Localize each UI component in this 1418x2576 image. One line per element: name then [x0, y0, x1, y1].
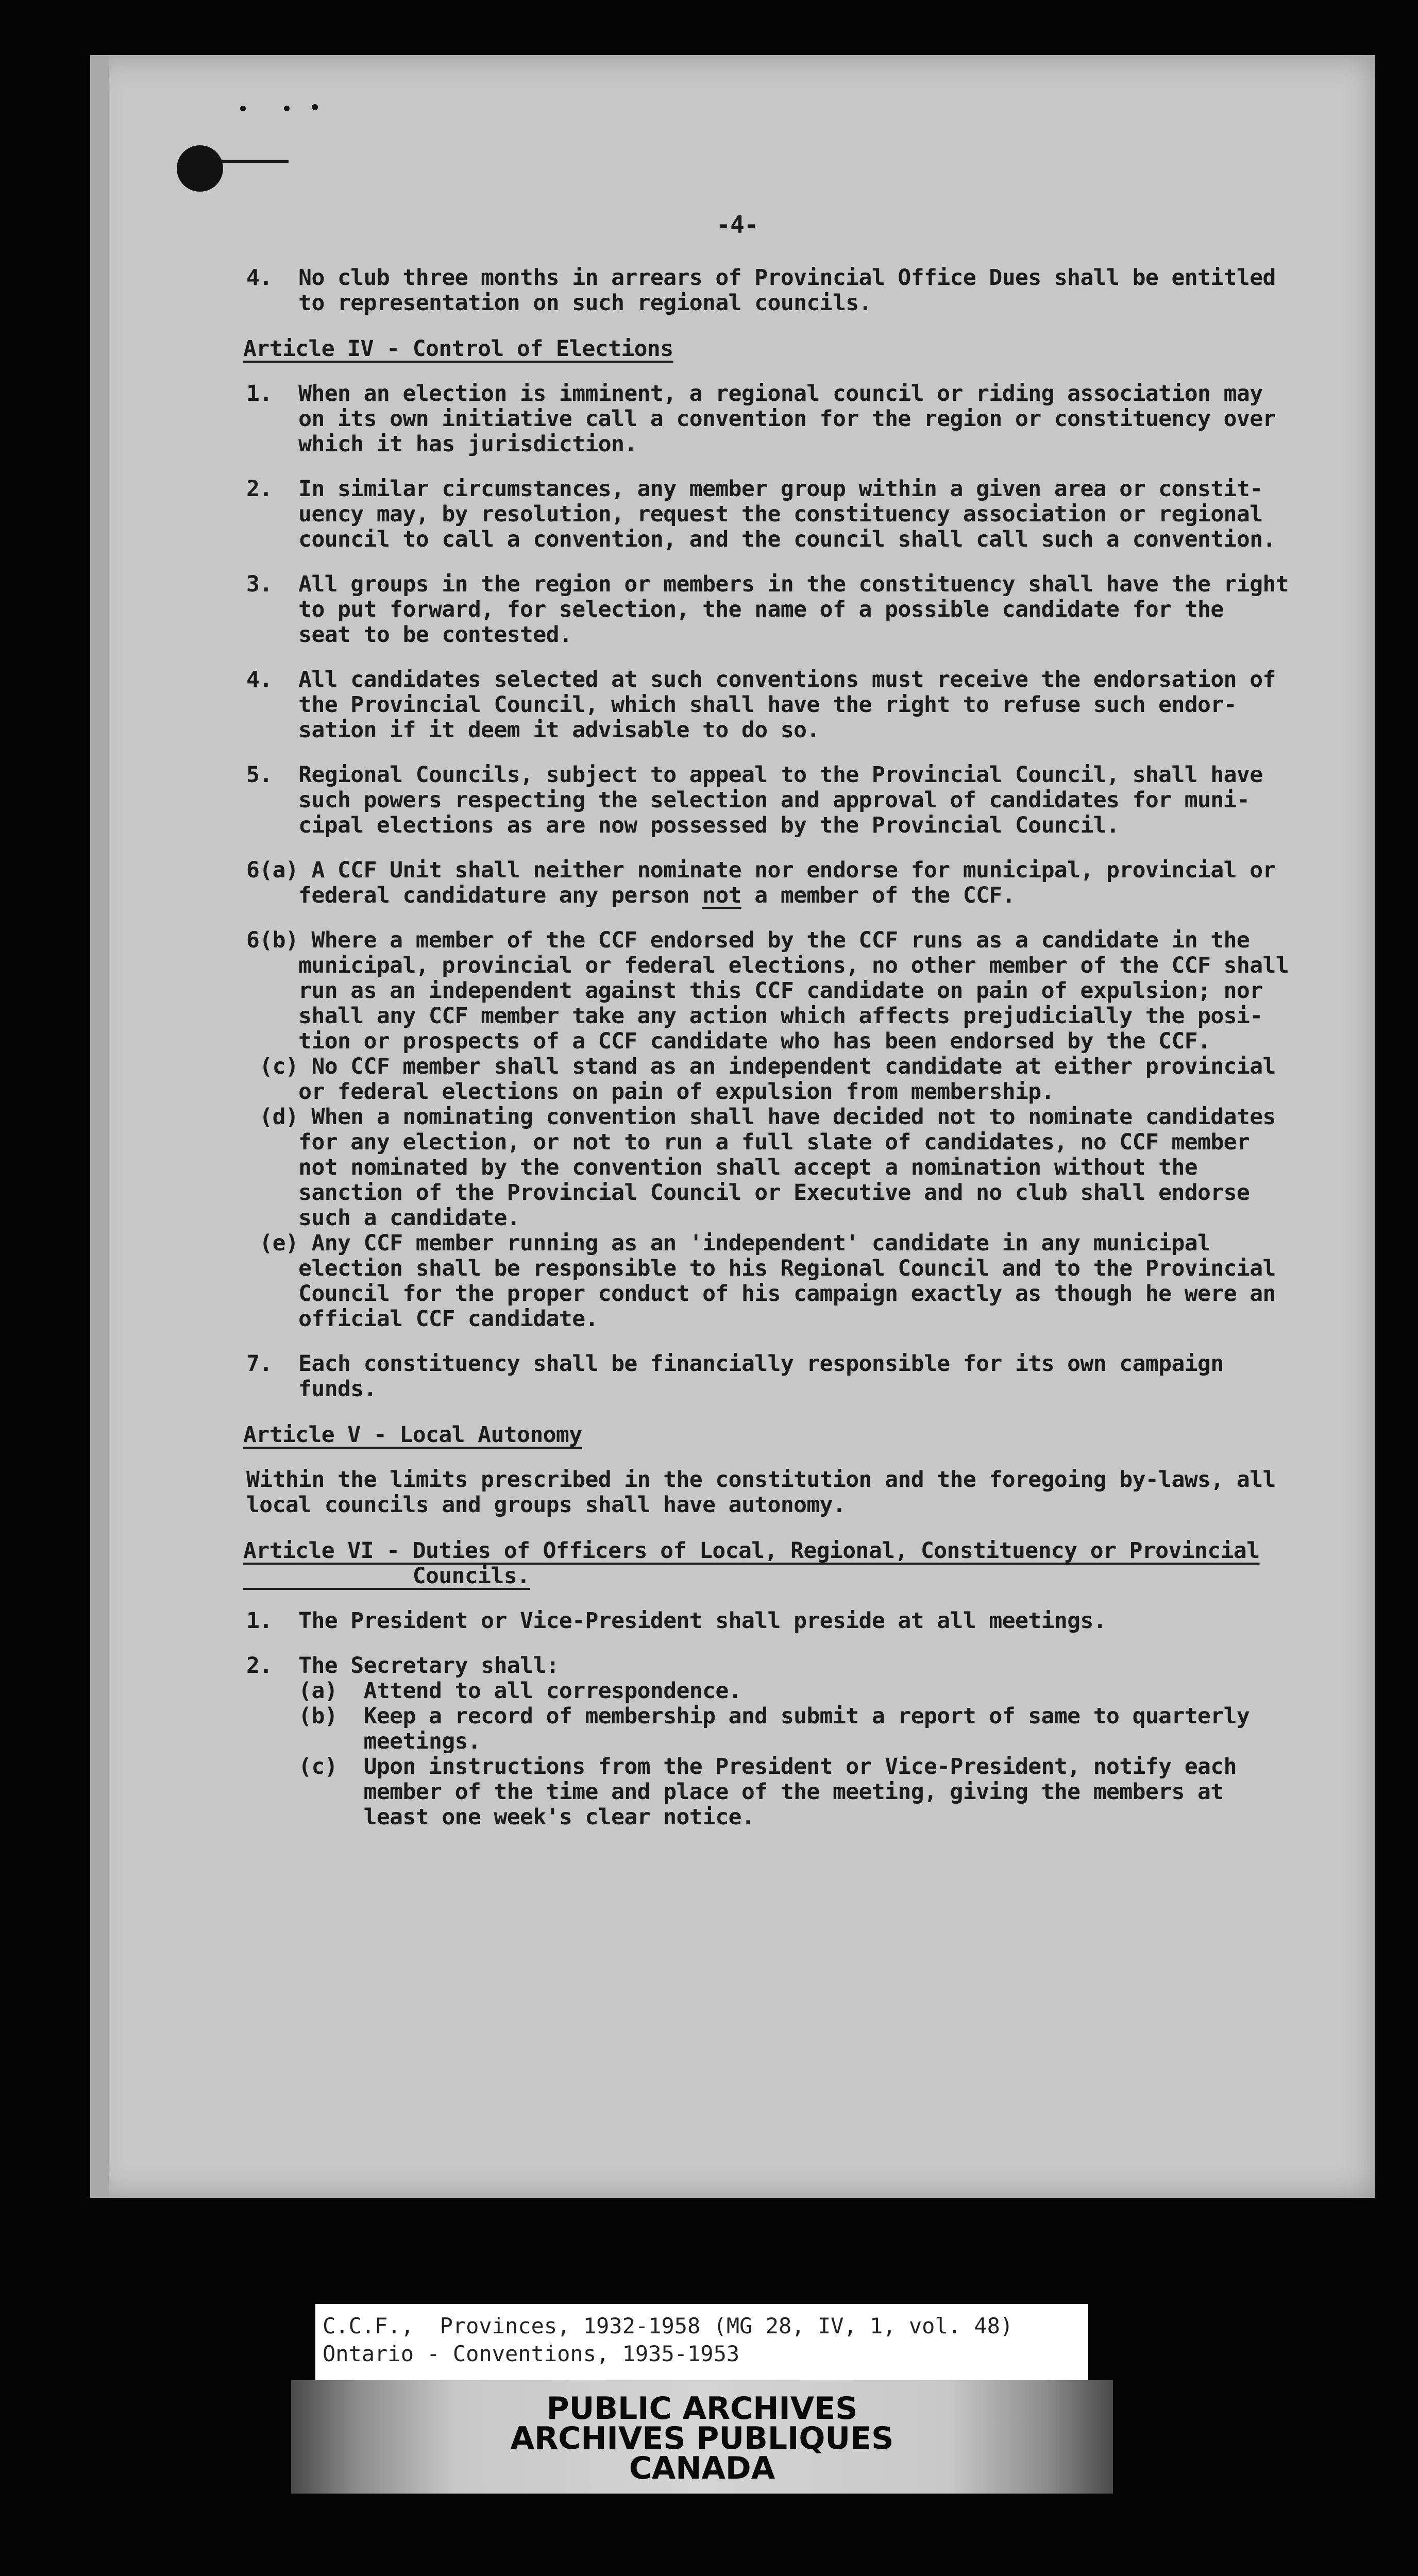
ink-dot — [240, 106, 246, 111]
text-line: sanction of the Provincial Council or Executive and no club shall endorse — [246, 1180, 1250, 1206]
text-line: election shall be responsible to his Regional Council and to the Provincial — [246, 1256, 1276, 1281]
text-segment: a member of the CCF. — [741, 883, 1016, 908]
punch-hole — [177, 145, 223, 192]
text-line: (b) Keep a record of membership and submit a report of same to quarterly — [246, 1703, 1250, 1729]
text-line: member of the time and place of the meeting, giving the members at — [246, 1779, 1224, 1805]
text-line: seat to be contested. — [246, 622, 572, 648]
caption-line-2: Ontario - Conventions, 1935-1953 — [323, 2341, 740, 2366]
text-line: to put forward, for selection, the name of a possible candidate for the — [246, 597, 1224, 622]
text-line: funds. — [246, 1376, 377, 1402]
text-line: which it has jurisdiction. — [246, 431, 637, 457]
archives-stamp — [291, 2380, 1113, 2494]
text-line: (d) When a nominating convention shall have decided not to nominate candidates — [246, 1104, 1276, 1130]
text-line — [246, 883, 1015, 908]
underlined-word: not — [702, 883, 741, 908]
text-line: 2. The Secretary shall: — [246, 1653, 559, 1679]
text-line: Within the limits prescribed in the constitution and the foregoing by-laws, all — [246, 1467, 1276, 1493]
text-line: tion or prospects of a CCF candidate who has been endorsed by the CCF. — [246, 1028, 1211, 1054]
text-line: for any election, or not to run a full slate of candidates, no CCF member — [246, 1129, 1250, 1155]
text-line: to representation on such regional councils. — [246, 290, 872, 316]
text-line: 4. No club three months in arrears of Provincial Office Dues shall be entitled — [246, 265, 1276, 291]
text-line: such powers respecting the selection and approval of candidates for muni- — [246, 787, 1250, 813]
text-line: run as an independent against this CCF candidate on pain of expulsion; nor — [246, 978, 1263, 1004]
text-line: municipal, provincial or federal elections, no other member of the CCF shall — [246, 953, 1289, 978]
text-line: the Provincial Council, which shall have the right to refuse such endor- — [246, 692, 1237, 718]
article-heading: Article VI - Duties of Officers of Local, Regional, Constituency or Provincial — [243, 1538, 1260, 1564]
text-line: 6(a) A CCF Unit shall neither nominate nor endorse for municipal, provincial or — [246, 857, 1276, 883]
text-line: 6(b) Where a member of the CCF endorsed by the CCF runs as a candidate in the — [246, 927, 1250, 953]
text-line: such a candidate. — [246, 1205, 520, 1231]
ink-dot — [312, 104, 318, 110]
stamp-line-3: CANADA — [629, 2450, 775, 2486]
text-line: uency may, by resolution, request the constituency association or regional — [246, 501, 1263, 527]
text-line: 1. When an election is imminent, a regional council or riding association may — [246, 381, 1263, 406]
page-shadow-edge — [90, 55, 109, 2198]
caption-line-1: C.C.F., Provinces, 1932-1958 (MG 28, IV, 1, vol. 48) — [323, 2313, 1014, 2338]
text-line: 5. Regional Councils, subject to appeal to the Provincial Council, shall have — [246, 762, 1263, 788]
text-line: local councils and groups shall have autonomy. — [246, 1492, 846, 1518]
archival-caption — [315, 2304, 1088, 2381]
text-line: (a) Attend to all correspondence. — [246, 1678, 741, 1704]
text-segment: federal candidature any person — [246, 883, 703, 908]
text-line: or federal elections on pain of expulsion from membership. — [246, 1079, 1054, 1105]
text-line: Council for the proper conduct of his campaign exactly as though he were an — [246, 1281, 1276, 1307]
article-heading: Article IV - Control of Elections — [243, 336, 673, 362]
text-line: cipal elections as are now possessed by the Provincial Council. — [246, 812, 1120, 838]
text-line: council to call a convention, and the council shall call such a convention. — [246, 527, 1276, 552]
text-line: official CCF candidate. — [246, 1306, 598, 1332]
pen-mark — [222, 160, 289, 163]
text-line: least one week's clear notice. — [246, 1804, 755, 1830]
article-heading: Article V - Local Autonomy — [243, 1422, 582, 1448]
text-line: sation if it deem it advisable to do so. — [246, 717, 820, 743]
text-line: 3. All groups in the region or members in the constituency shall have the right — [246, 571, 1289, 597]
text-line: meetings. — [246, 1728, 481, 1754]
text-line: 1. The President or Vice-President shall preside at all meetings. — [246, 1608, 1107, 1634]
stamp-line-1: PUBLIC ARCHIVES — [546, 2391, 858, 2427]
text-line: 2. In similar circumstances, any member group within a given area or constit- — [246, 476, 1263, 502]
text-line: 4. All candidates selected at such conventions must receive the endorsation of — [246, 667, 1276, 692]
text-line: (e) Any CCF member running as an 'independent' candidate in any municipal — [246, 1230, 1211, 1256]
article-heading-continued: Councils. — [243, 1563, 530, 1589]
text-line: (c) No CCF member shall stand as an independent candidate at either provincial — [246, 1054, 1276, 1079]
text-line: on its own initiative call a convention for the region or constituency over — [246, 406, 1276, 432]
stamp-line-2: ARCHIVES PUBLIQUES — [510, 2420, 894, 2456]
text-line: not nominated by the convention shall accept a nomination without the — [246, 1155, 1198, 1180]
ink-dot — [284, 106, 290, 111]
text-line: 7. Each constituency shall be financially responsible for its own campaign — [246, 1351, 1224, 1377]
text-line: shall any CCF member take any action which affects prejudicially the posi- — [246, 1003, 1263, 1029]
text-line: (c) Upon instructions from the President or Vice-President, notify each — [246, 1754, 1237, 1780]
page-number: -4- — [716, 211, 758, 239]
